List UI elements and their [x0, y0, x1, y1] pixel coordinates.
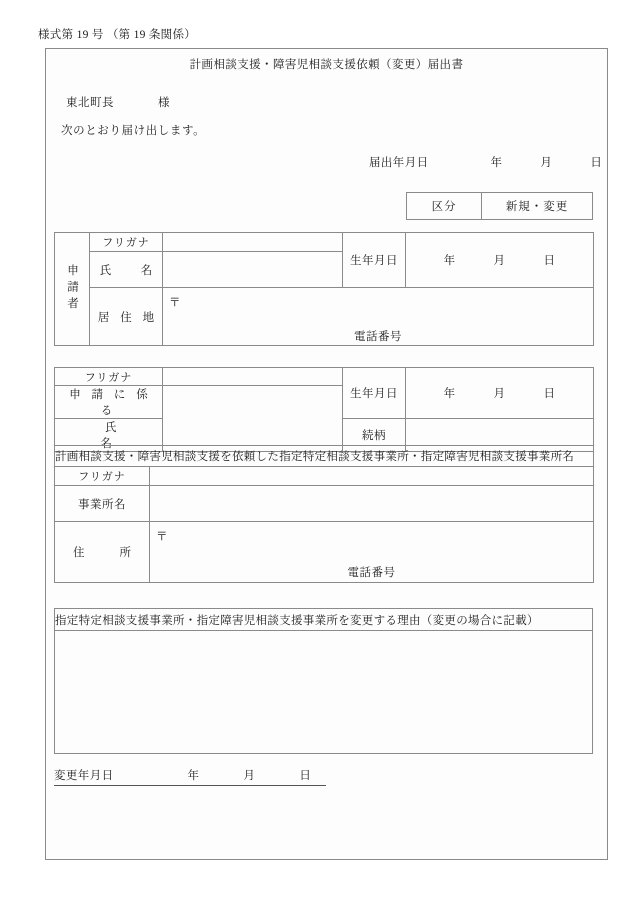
- table-row: [55, 522, 594, 583]
- office-furigana-value[interactable]: [150, 467, 594, 486]
- office-telephone-label: 電話番号: [347, 567, 396, 579]
- applicant-table: [54, 232, 594, 346]
- subject-birthdate-label: 生年月日: [343, 368, 406, 419]
- subject-birth-year: 年: [443, 388, 456, 400]
- office-table: [54, 445, 594, 583]
- subject-birth-month: 月: [493, 388, 506, 400]
- table-row: [55, 233, 594, 252]
- reason-input-area[interactable]: [55, 631, 593, 754]
- reason-section-heading: 指定特定相談支援事業所・指定障害児相談支援事業所を変更する理由（変更の場合に記載）: [55, 609, 593, 631]
- addressee-line: [66, 94, 170, 110]
- office-name-value[interactable]: [150, 486, 594, 522]
- postal-mark-icon: 〒: [156, 531, 168, 543]
- submission-month: 月: [540, 157, 553, 169]
- addressee-honorific: 様: [158, 97, 170, 109]
- kubun-value[interactable]: 新規・変更: [482, 193, 593, 220]
- table-row: [55, 631, 593, 754]
- subject-birthdate-value[interactable]: [406, 368, 594, 419]
- applicant-birthdate-label: 生年月日: [343, 233, 406, 288]
- applicant-birth-month: 月: [493, 255, 506, 267]
- applicant-birth-year: 年: [443, 255, 456, 267]
- kubun-table: [406, 192, 593, 220]
- table-row: [55, 368, 594, 386]
- postal-mark-icon: 〒: [169, 296, 181, 309]
- subject-relation-label: 続柄: [343, 419, 406, 452]
- change-date-label: 変更年月日: [54, 770, 114, 782]
- submission-year: 年: [490, 157, 503, 169]
- table-row: [55, 446, 594, 467]
- office-address-value[interactable]: [150, 522, 594, 583]
- office-name-label: 事業所名: [55, 486, 150, 522]
- table-row: [407, 193, 593, 220]
- reason-table: [54, 608, 593, 754]
- kubun-label: 区分: [407, 193, 482, 220]
- form-number: 様式第 19 号 （第 19 条関係）: [38, 29, 197, 41]
- submission-date-label: 届出年月日: [369, 157, 429, 169]
- submission-date-line: [369, 154, 602, 170]
- applicant-name-label: 氏 名: [90, 252, 163, 288]
- addressee-name: 東北町長: [66, 97, 114, 109]
- applicant-residence-value[interactable]: [163, 288, 594, 346]
- change-date-month: 月: [243, 770, 256, 782]
- applicant-telephone-label: 電話番号: [354, 330, 402, 343]
- office-address-label: 住 所: [55, 522, 150, 583]
- office-section-heading: 計画相談支援・障害児相談支援を依頼した指定特定相談支援事業所・指定障害児相談支援事業所名: [55, 446, 594, 467]
- subject-name-value[interactable]: [163, 386, 343, 452]
- change-date-line[interactable]: [54, 767, 326, 786]
- subject-name-label-line1: 申 請 に 係 る: [55, 386, 163, 419]
- applicant-birth-day: 日: [543, 255, 556, 267]
- applicant-birthdate-value[interactable]: [406, 233, 594, 288]
- page-title: 計画相談支援・障害児相談支援依頼（変更）届出書: [189, 59, 464, 71]
- applicant-residence-label: 居 住 地: [90, 288, 163, 346]
- form-frame: [45, 48, 608, 860]
- change-date-year: 年: [187, 770, 200, 782]
- table-row: [55, 288, 594, 346]
- submission-statement: 次のとおり届け出します。: [61, 125, 206, 137]
- subject-name-label-line2: 氏 名: [55, 419, 163, 452]
- subject-furigana-value[interactable]: [163, 368, 343, 386]
- table-row: [55, 486, 594, 522]
- applicant-name-value[interactable]: [163, 252, 343, 288]
- applicant-group-label: 申請者: [66, 264, 78, 314]
- table-row: [55, 467, 594, 486]
- subject-table: [54, 367, 594, 452]
- applicant-group-label-cell: [55, 233, 90, 346]
- applicant-furigana-value[interactable]: [163, 233, 343, 252]
- subject-furigana-label: フリガナ: [55, 368, 163, 386]
- subject-birth-day: 日: [543, 388, 556, 400]
- table-row: [55, 609, 593, 631]
- submission-day: 日: [590, 157, 603, 169]
- office-furigana-label: フリガナ: [55, 467, 150, 486]
- applicant-furigana-label: フリガナ: [90, 233, 163, 252]
- change-date-day: 日: [299, 770, 312, 782]
